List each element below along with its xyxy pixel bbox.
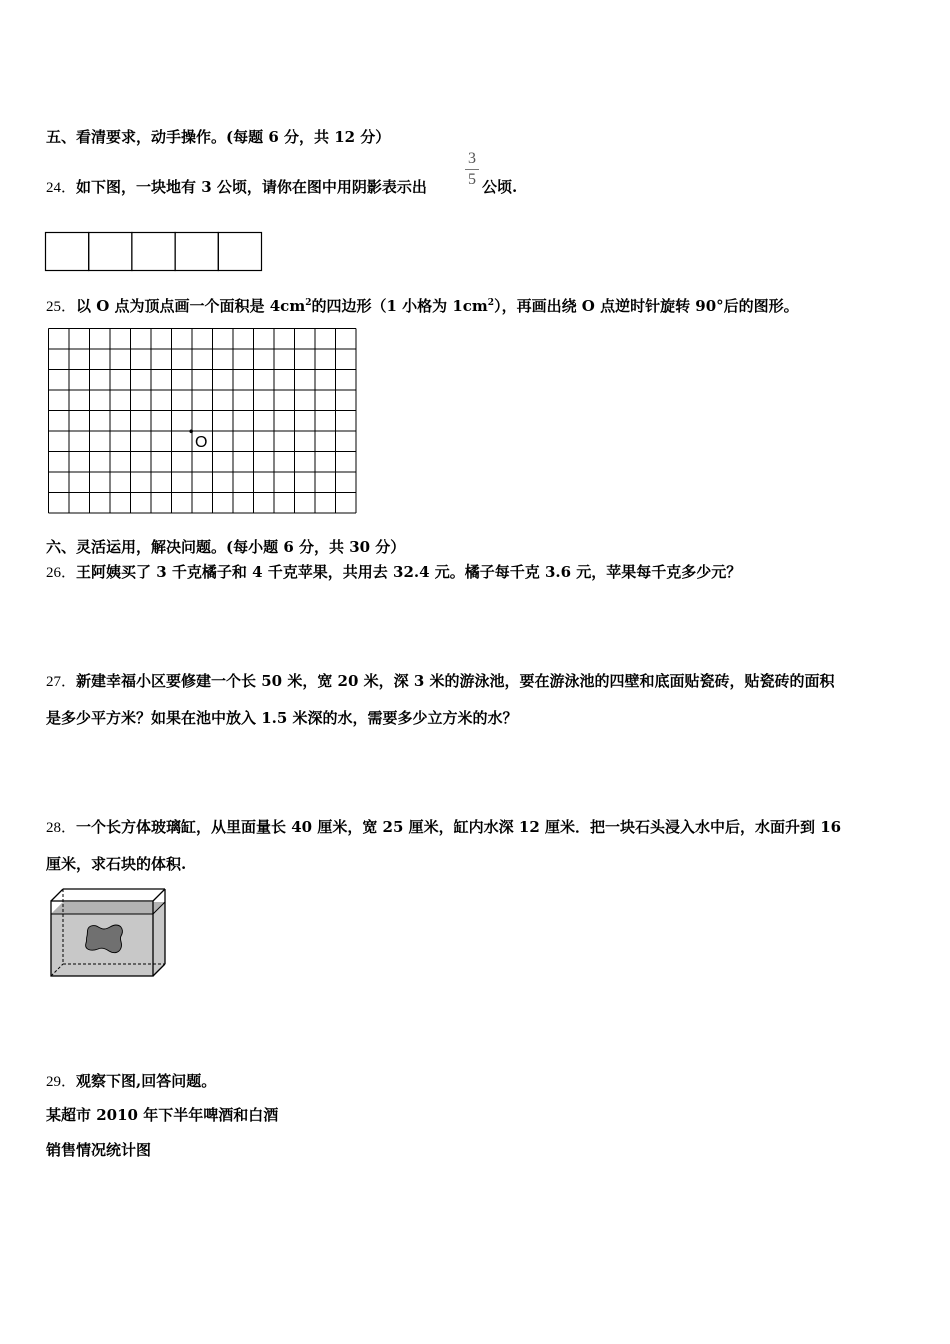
question-27-line-2: 是多少平方米？如果在池中放入 1.5 米深的水，需要多少立方米的水？ xyxy=(46,709,518,727)
fraction-bar xyxy=(465,169,479,170)
fraction-three-fifths xyxy=(465,150,479,189)
question-text: 一个长方体玻璃缸，从里面量长 40 厘米，宽 25 厘米，缸内水深 12 厘米．把一块石头浸入水中后，水面升到 16 xyxy=(76,818,842,836)
question-number: 29． xyxy=(46,1074,77,1090)
question-text-b: 的四边形（1 小格为 1cm xyxy=(311,297,488,315)
question-text: 新建幸福小区要修建一个长 50 米，宽 20 米，深 3 米的游泳池，要在游泳池的四壁和底面贴瓷砖，贴瓷砖的面积 xyxy=(76,672,835,690)
section-6-heading: 六、灵活运用，解决问题。(每小题 6 分，共 30 分） xyxy=(46,538,406,556)
fraction-denominator: 5 xyxy=(468,171,476,188)
grid-lines xyxy=(49,329,357,514)
question-26 xyxy=(46,562,741,583)
point-o-label: O xyxy=(195,434,208,451)
glass-tank-figure xyxy=(44,885,174,980)
superscript: 2 xyxy=(487,298,495,308)
land-box-4[interactable] xyxy=(175,233,218,271)
fraction-numerator: 3 xyxy=(468,150,476,167)
superscript: 2 xyxy=(305,298,312,308)
question-27-line-1 xyxy=(46,671,835,692)
question-number: 28． xyxy=(46,820,77,836)
question-text: 如下图，一块地有 3 公顷，请你在图中用阴影表示出 xyxy=(76,178,427,196)
land-box-3[interactable] xyxy=(132,233,175,271)
question-24-suffix: 公顷. xyxy=(482,178,518,196)
land-box-2[interactable] xyxy=(89,233,132,271)
section-5-heading: 五、看清要求，动手操作。(每题 6 分，共 12 分） xyxy=(46,128,391,146)
square-grid[interactable] xyxy=(46,327,360,517)
chart-title-line-1: 某超市 2010 年下半年啤酒和白酒 xyxy=(46,1106,279,1124)
stone-shape xyxy=(86,925,123,953)
question-text-c: ），再画出绕 O 点逆时针旋转 90°后的图形。 xyxy=(494,297,799,315)
question-text: 王阿姨买了 3 千克橘子和 4 千克苹果，共用去 32.4 元。橘子每千克 3.6 元，苹果每千克多少元？ xyxy=(76,563,742,581)
question-28-line-2: 厘米，求石块的体积. xyxy=(46,855,187,873)
question-number: 27． xyxy=(46,674,77,690)
point-o xyxy=(189,430,193,434)
land-box-5[interactable] xyxy=(218,233,261,271)
question-number: 25． xyxy=(46,299,77,315)
question-28-line-1 xyxy=(46,817,841,838)
land-boxes[interactable] xyxy=(44,231,264,273)
question-number: 24． xyxy=(46,180,77,196)
question-29 xyxy=(46,1071,216,1092)
question-25 xyxy=(46,296,799,317)
land-box-1[interactable] xyxy=(46,233,89,271)
question-24 xyxy=(46,177,427,198)
chart-title-line-2: 销售情况统计图 xyxy=(46,1141,152,1159)
question-number: 26． xyxy=(46,565,77,581)
question-text-a: 以 O 点为顶点画一个面积是 4cm xyxy=(76,297,306,315)
question-text: 观察下图,回答问题。 xyxy=(76,1072,217,1090)
